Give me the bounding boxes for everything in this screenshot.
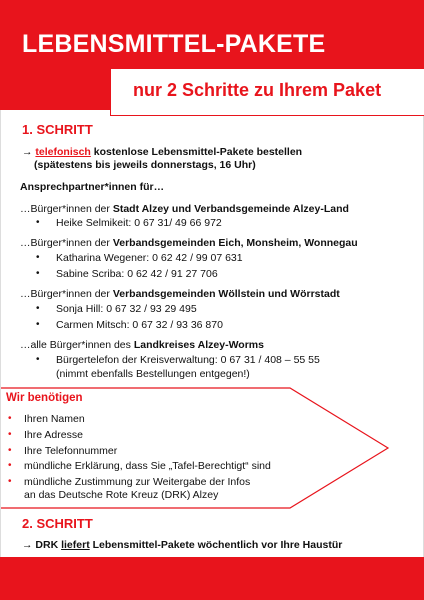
contact-item: Bürgertelefon der Kreisverwaltung: 0 67 31 / 408 – 55 55: [56, 354, 320, 366]
contact-item: Carmen Mitsch: 0 67 32 / 93 36 870: [56, 319, 223, 331]
step1-heading: 1. SCHRITT: [22, 122, 93, 137]
contact-item: Katharina Wegener: 0 62 42 / 99 07 631: [56, 252, 243, 264]
bullet-icon: •: [36, 217, 40, 228]
bullet-icon: •: [8, 445, 12, 456]
contact-note: (nimmt ebenfalls Bestellungen entgegen!): [56, 368, 250, 380]
needs-item: mündliche Erklärung, dass Sie „Tafel-Berechtigt“ sind: [24, 460, 271, 472]
bullet-icon: •: [36, 354, 40, 365]
step2-heading: 2. SCHRITT: [22, 516, 93, 531]
needs-item: Ihre Adresse: [24, 429, 83, 441]
contact-item: Heike Selmikeit: 0 67 31/ 49 66 972: [56, 217, 222, 229]
bullet-icon: •: [36, 303, 40, 314]
order-text: kostenlose Lebensmittel-Pakete bestellen: [90, 146, 303, 158]
contact-item: Sonja Hill: 0 67 32 / 93 29 495: [56, 303, 197, 315]
needs-item: Ihren Namen: [24, 413, 85, 425]
needs-item: mündliche Zustimmung zur Weitergabe der Infos: [24, 476, 251, 488]
contacts-intro: Ansprechpartner*innen für…: [20, 181, 165, 193]
subtitle: nur 2 Schritte zu Ihrem Paket: [133, 80, 382, 100]
bullet-icon: •: [36, 268, 40, 279]
bullet-icon: •: [8, 476, 12, 487]
footer-band: [0, 557, 424, 600]
arrow-icon: →: [22, 146, 33, 158]
deadline-text: (spätestens bis jeweils donnerstags, 16 Uhr): [34, 159, 256, 171]
group-header: …alle Bürger*innen des Landkreises Alzey-Worms: [20, 339, 264, 351]
delivers-word: liefert: [61, 539, 90, 551]
group-header: …Bürger*innen der Stadt Alzey und Verbandsgemeinde Alzey-Land: [20, 203, 349, 215]
page-title: LEBENSMITTEL-PAKETE: [22, 30, 326, 58]
bullet-icon: •: [36, 319, 40, 330]
delivery-line: → DRK liefert Lebensmittel-Pakete wöchentlich vor Ihre Haustür: [22, 539, 343, 551]
bullet-icon: •: [8, 460, 12, 471]
group-header: …Bürger*innen der Verbandsgemeinden Eich, Monsheim, Wonnegau: [20, 237, 358, 249]
group-header: …Bürger*innen der Verbandsgemeinden Wöllstein und Wörrstadt: [20, 288, 340, 300]
arrow-icon: →: [22, 539, 33, 551]
phone-word: telefonisch: [35, 146, 91, 158]
needs-item-continued: an das Deutsche Rote Kreuz (DRK) Alzey: [24, 489, 219, 501]
contact-item: Sabine Scriba: 0 62 42 / 91 27 706: [56, 268, 218, 280]
needs-item: Ihre Telefonnummer: [24, 445, 118, 457]
order-line: [22, 146, 302, 159]
subtitle-box: [110, 68, 424, 116]
bullet-icon: •: [36, 252, 40, 263]
needs-title: Wir benötigen: [6, 392, 83, 404]
bullet-icon: •: [8, 429, 12, 440]
bullet-icon: •: [8, 413, 12, 424]
